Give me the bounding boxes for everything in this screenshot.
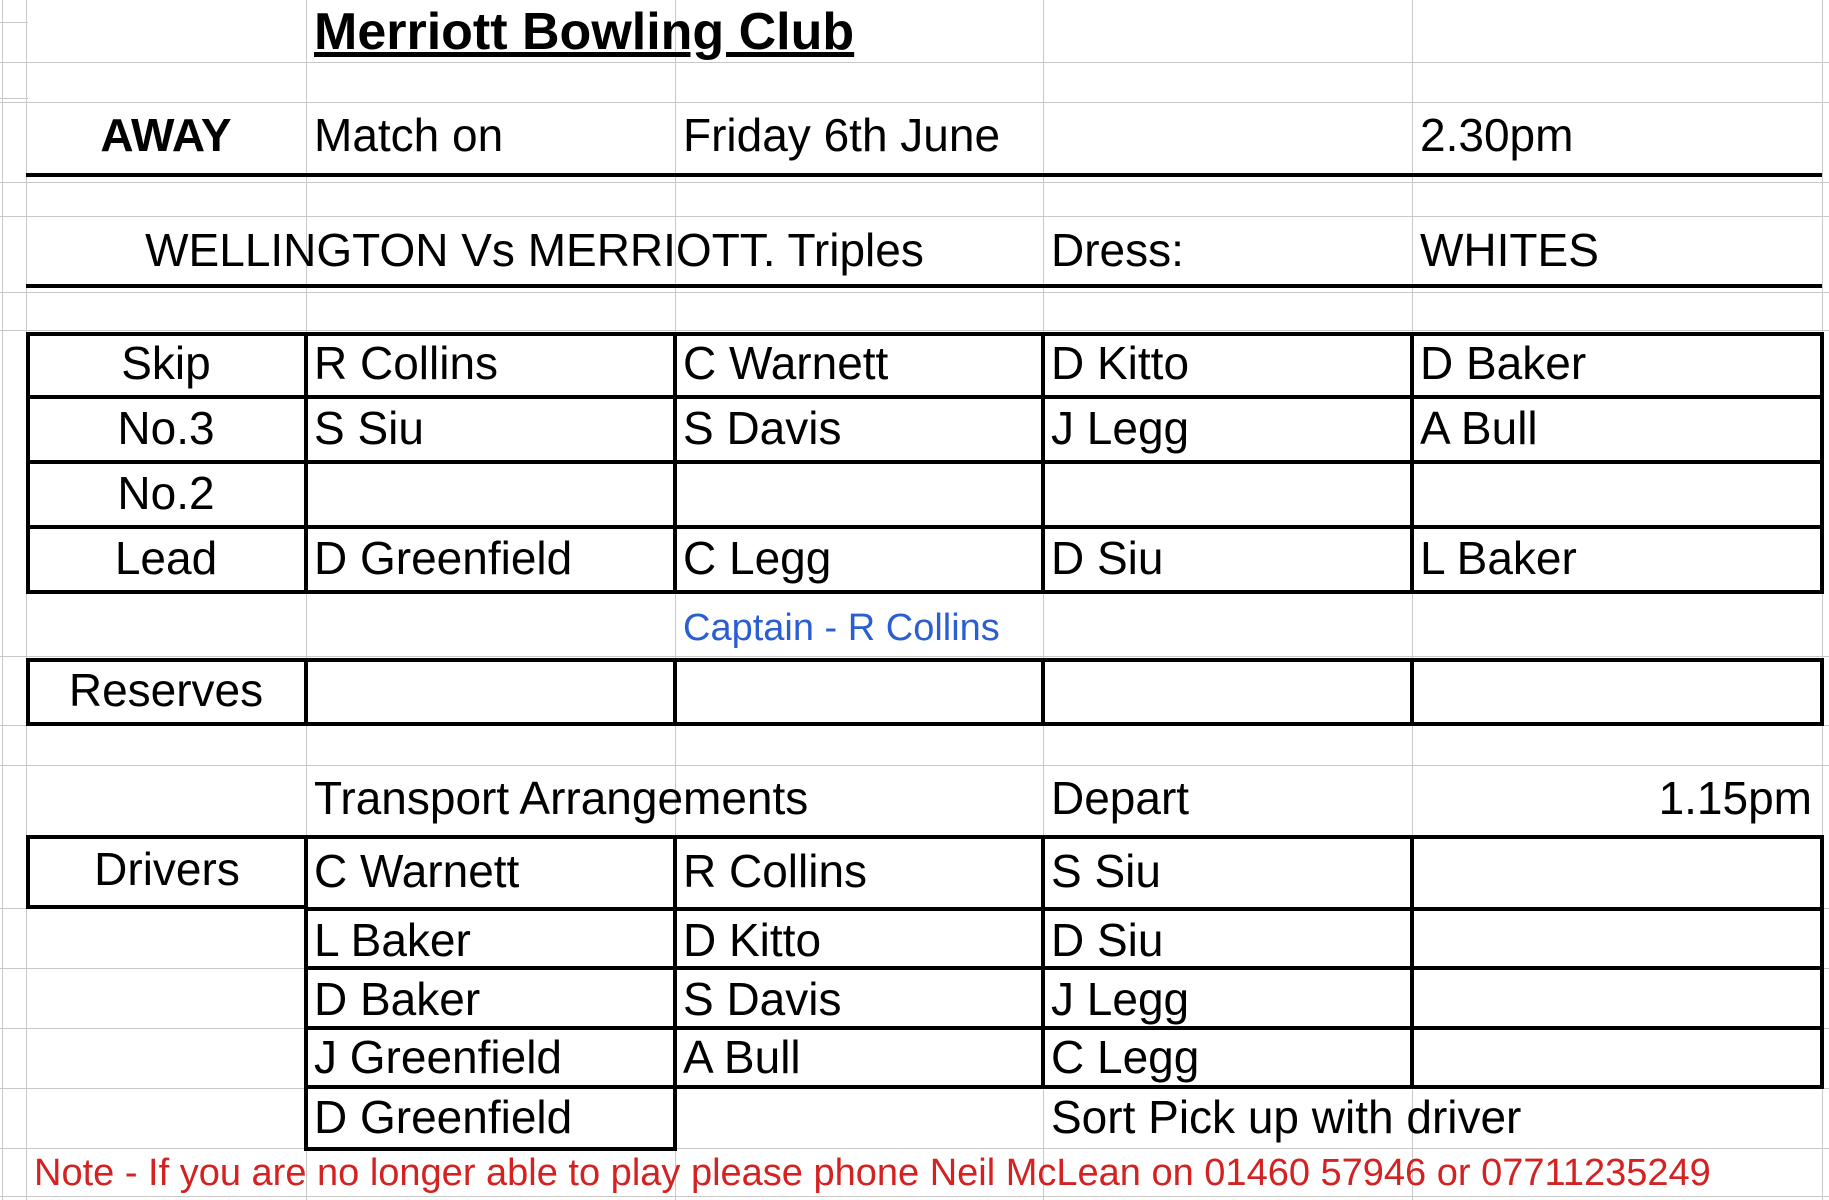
driver-cell: J Greenfield <box>314 1031 563 1083</box>
player-cell: R Collins <box>314 337 499 389</box>
player-cell: D Baker <box>1420 337 1587 389</box>
player-cell: J Legg <box>1051 402 1190 454</box>
club-title: Merriott Bowling Club <box>314 3 855 61</box>
driver-cell: L Baker <box>314 914 471 966</box>
drivers-label: Drivers <box>94 843 240 895</box>
driver-cell: C Warnett <box>314 845 520 897</box>
contact-note: Note - If you are no longer able to play please phone Neil McLean on 01460 57946 or 07711235249 <box>34 1152 1711 1194</box>
venue-label: AWAY <box>100 109 232 161</box>
passenger-cell: D Kitto <box>683 914 822 966</box>
player-cell: L Baker <box>1420 532 1577 584</box>
player-cell: A Bull <box>1420 402 1538 454</box>
player-cell: S Siu <box>314 402 424 454</box>
position-label: Skip <box>121 337 211 389</box>
player-cell: S Davis <box>683 402 842 454</box>
depart-label: Depart <box>1051 772 1190 824</box>
passenger-cell: A Bull <box>683 1031 801 1083</box>
player-cell: D Siu <box>1051 532 1164 584</box>
reserves-label: Reserves <box>68 664 264 716</box>
fixture-title: WELLINGTON Vs MERRIOTT. Triples <box>145 224 924 276</box>
player-cell: C Warnett <box>683 337 889 389</box>
transport-title: Transport Arrangements <box>314 772 809 824</box>
match-time: 2.30pm <box>1420 109 1574 161</box>
position-label: Lead <box>114 532 218 584</box>
pickup-note: Sort Pick up with driver <box>1051 1091 1522 1143</box>
match-on-label: Match on <box>314 109 504 161</box>
captain-note: Captain - R Collins <box>683 607 1000 649</box>
passenger-cell: J Legg <box>1051 973 1190 1025</box>
passenger-cell: C Legg <box>1051 1031 1200 1083</box>
passenger-cell: R Collins <box>683 845 868 897</box>
passenger-cell: S Davis <box>683 973 842 1025</box>
position-label: No.2 <box>117 467 215 519</box>
dress-value: WHITES <box>1420 224 1599 276</box>
player-cell: D Greenfield <box>314 532 573 584</box>
depart-time: 1.15pm <box>1658 772 1812 824</box>
passenger-cell: S Siu <box>1051 845 1161 897</box>
match-date: Friday 6th June <box>683 109 1001 161</box>
driver-cell: D Baker <box>314 973 481 1025</box>
passenger-cell: D Siu <box>1051 914 1164 966</box>
position-label: No.3 <box>117 402 215 454</box>
dress-label: Dress: <box>1051 224 1184 276</box>
driver-cell: D Greenfield <box>314 1091 573 1143</box>
player-cell: D Kitto <box>1051 337 1190 389</box>
player-cell: C Legg <box>683 532 832 584</box>
